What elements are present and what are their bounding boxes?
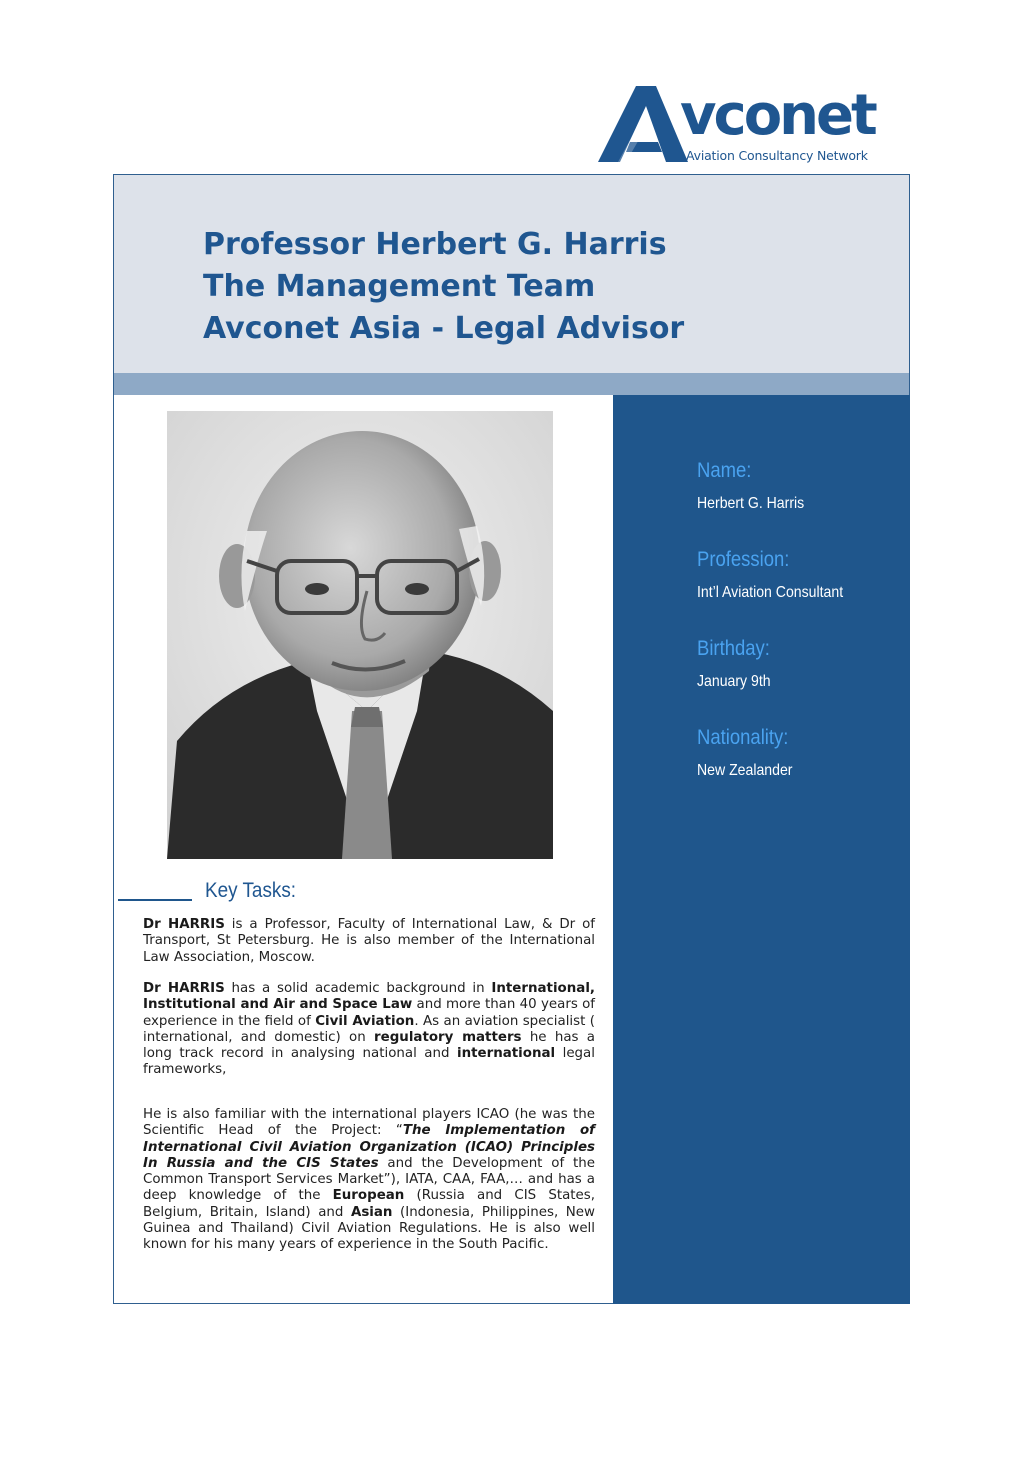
portrait-illustration (167, 411, 553, 859)
logo-tagline: Aviation Consultancy Network (686, 148, 868, 163)
header-band (114, 175, 909, 373)
profile-side-panel (613, 395, 910, 1304)
key-tasks-heading: Key Tasks: (205, 879, 297, 902)
birthday-value: January 9th (697, 673, 771, 690)
profile-card (113, 174, 910, 1304)
portrait-photo (167, 411, 553, 859)
profession-label: Profession: (697, 548, 790, 571)
name-label: Name: (697, 459, 752, 482)
nationality-label: Nationality: (697, 726, 789, 749)
header-divider-bar (114, 373, 909, 395)
title-name: Professor Herbert G. Harris (203, 227, 667, 262)
title-team: The Management Team (203, 269, 596, 304)
avconet-logo (596, 84, 912, 166)
profession-value: Int’l Aviation Consultant (697, 584, 844, 601)
key-tasks-rule (118, 899, 192, 901)
key-tasks-paragraph-3: He is also familiar with the international players ICAO (he was the Scientific Head of the Project: “The Implementation of International Civil Aviation Organization (ICAO) Principles In Russia and the CIS States and the Development of the Common Transport Services Market”), IATA, CAA, FAA,… and has a deep knowledge of the European (Russia and CIS States, Belgium, Britain, Island) and Asian (Indonesia, Philippines, New Guinea and Thailand) Civil Aviation Regulations. He is also well known for his many years of experience in the South Pacific. (143, 1107, 595, 1253)
key-tasks-paragraph-2: Dr HARRIS has a solid academic background in International, Institutional and Air and Space Law and more than 40 years of experience in the field of Civil Aviation. As an aviation specialist ( international, and domestic) on regulatory matters he has a long track record in analysing national and international legal frameworks, (143, 981, 595, 1078)
name-value: Herbert G. Harris (697, 495, 805, 512)
title-role: Avconet Asia - Legal Advisor (203, 311, 685, 346)
key-tasks-paragraph-1: Dr HARRIS is a Professor, Faculty of International Law, & Dr of Transport, St Petersburg. He is also member of the International Law Association, Moscow. (143, 917, 595, 965)
birthday-label: Birthday: (697, 637, 770, 660)
nationality-value: New Zealander (697, 762, 793, 779)
logo-wordmark: vconet (680, 83, 875, 148)
logo-a-mark-icon (596, 84, 692, 164)
